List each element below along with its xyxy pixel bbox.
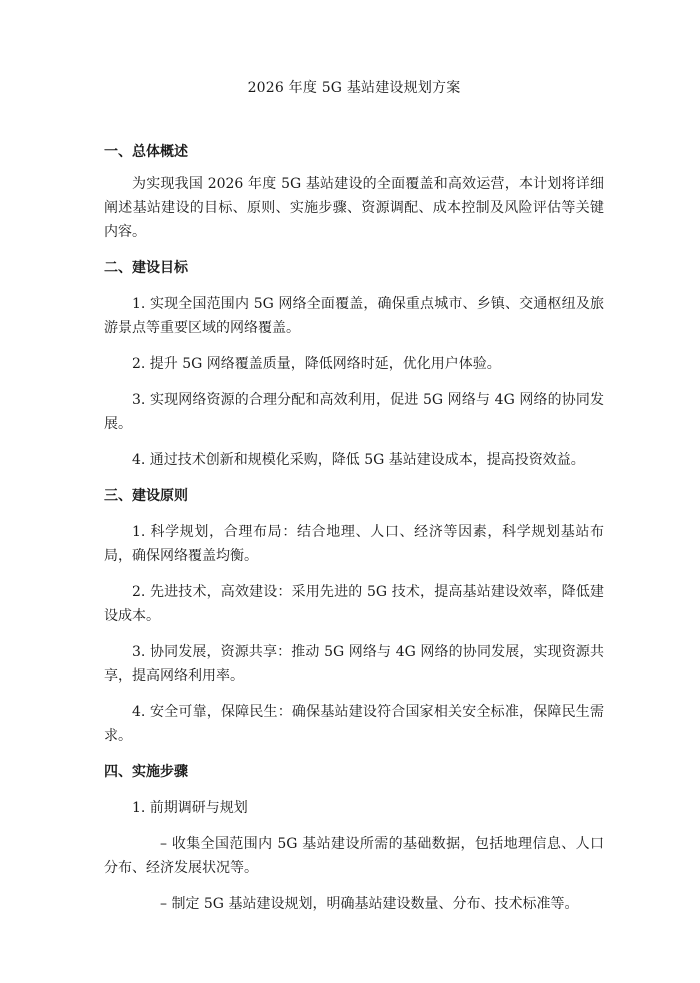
section-heading-principles: 三、建设原则 — [104, 488, 188, 504]
goal-item: 2. 提升 5G 网络覆盖质量，降低网络时延，优化用户体验。 — [132, 356, 501, 372]
document-title: 2026 年度 5G 基站建设规划方案 — [247, 80, 461, 96]
section-heading-goals: 二、建设目标 — [104, 260, 188, 276]
principle-item: 2. 先进技术，高效建设：采用先进的 5G 技术，提高基站建设效率，降低建设成本。 — [104, 584, 604, 624]
step-subitem: – 收集全国范围内 5G 基站建设所需的基础数据，包括地理信息、人口分布、经济发展状况等。 — [104, 836, 604, 876]
goal-item: 4. 通过技术创新和规模化采购，降低 5G 基站建设成本，提高投资效益。 — [132, 452, 585, 468]
step-subitem: – 制定 5G 基站建设规划，明确基站建设数量、分布、技术标准等。 — [160, 896, 579, 912]
principle-item: 3. 协同发展，资源共享：推动 5G 网络与 4G 网络的协同发展，实现资源共享，提高网络利用率。 — [104, 644, 604, 684]
overview-paragraph: 为实现我国 2026 年度 5G 基站建设的全面覆盖和高效运营，本计划将详细阐述基站建设的目标、原则、实施步骤、资源调配、成本控制及风险评估等关键内容。 — [104, 176, 604, 240]
section-heading-steps: 四、实施步骤 — [104, 764, 188, 780]
principle-item: 1. 科学规划，合理布局：结合地理、人口、经济等因素，科学规划基站布局，确保网络覆盖均衡。 — [104, 524, 604, 564]
step-item: 1. 前期调研与规划 — [132, 800, 248, 816]
principle-item: 4. 安全可靠，保障民生：确保基站建设符合国家相关安全标准，保障民生需求。 — [104, 704, 604, 744]
goal-item: 1. 实现全国范围内 5G 网络全面覆盖，确保重点城市、乡镇、交通枢纽及旅游景点等重要区域的网络覆盖。 — [104, 296, 604, 336]
document-page — [0, 78, 700, 983]
section-heading-overview: 一、总体概述 — [104, 144, 188, 160]
goal-item: 3. 实现网络资源的合理分配和高效利用，促进 5G 网络与 4G 网络的协同发展。 — [104, 392, 604, 432]
